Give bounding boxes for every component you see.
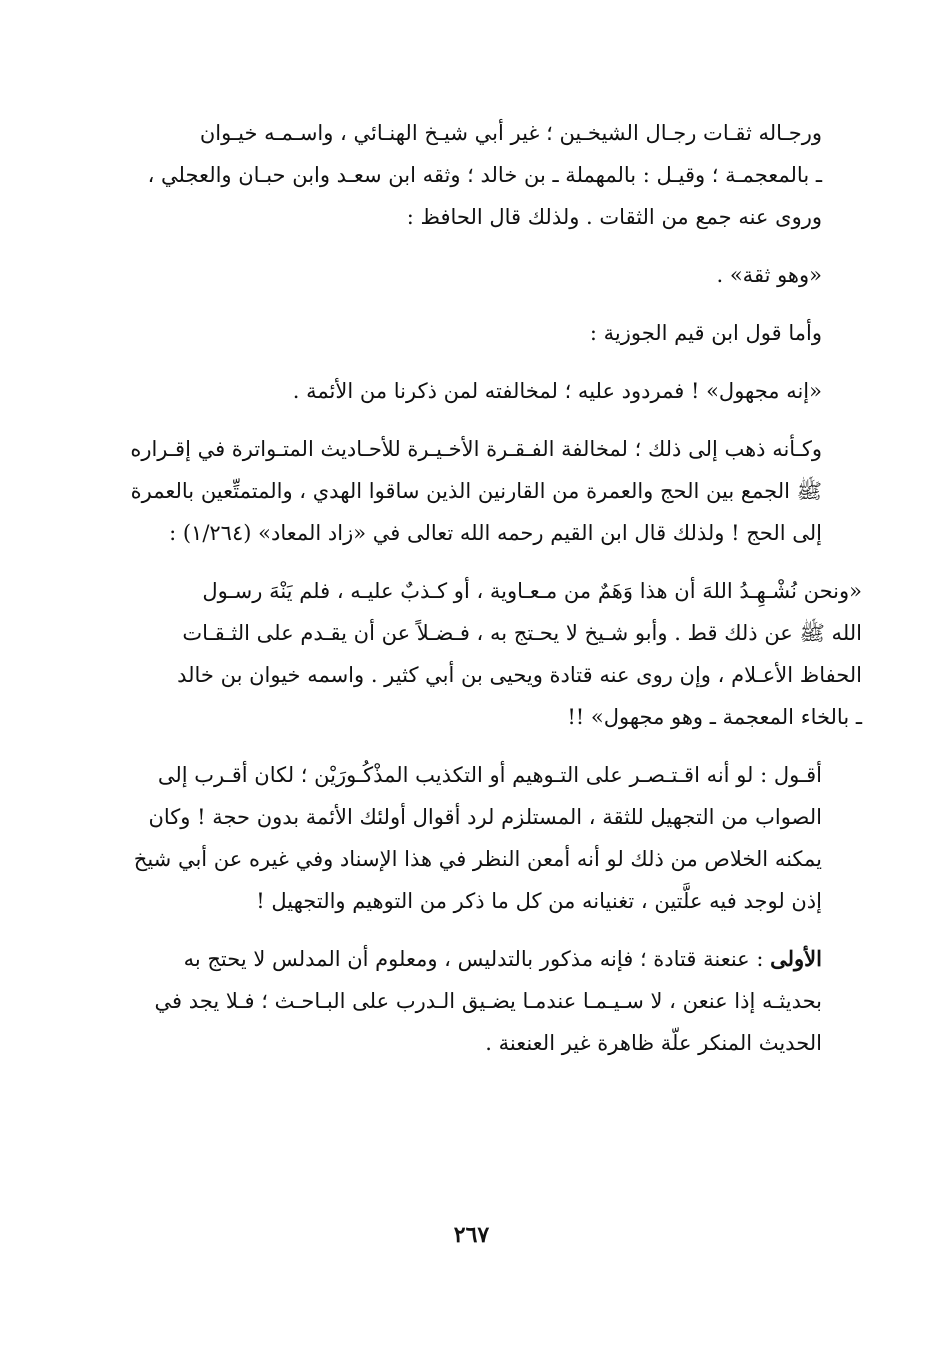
text-line: أقـول : لو أنه اقـتـصـر على التـوهيم أو التكذيب المذْكُـورَيْن ؛ لكان أقـرب إلى xyxy=(157,763,822,787)
page-number: ٢٦٧ xyxy=(453,1222,490,1248)
paragraph-1 xyxy=(82,112,862,238)
text-line: ورجـاله ثقـات رجـال الشيخـين ؛ غير أبي شيـخ الهنـائي ، واسـمـه خيـوان xyxy=(199,121,822,145)
text-line: «إنه مجهول» ! فمردود عليه ؛ لمخالفته لمن ذكرنا من الأئمة . xyxy=(292,379,822,403)
lead-word: الأولى xyxy=(770,946,822,971)
text-line: إلى الحج ! ولذلك قال ابن القيم رحمه الله تعالى في «زاد المعاد» (١/٢٦٤) : xyxy=(169,521,822,545)
page-body xyxy=(82,112,862,1080)
text-line: الصواب من التجهيل للثقة ، المستلزم لرد أقوال أولئك الأئمة بدون حجة ! وكان xyxy=(148,805,822,829)
text-line: وكـأنه ذهب إلى ذلك ؛ لمخالفة الفـقـرة الأخـيـرة للأحـاديث المتـواترة في إقـراره xyxy=(130,437,822,461)
text-line: ـ بالخاء المعجمة ـ وهو مجهول» !! xyxy=(567,705,862,729)
text-line: «ونحن نُشْـهِـدُ اللهَ أن هذا وَهَمٌ من مـعـاوية ، أو كـذبٌ عليـه ، فلم يَنْهَ رسـول xyxy=(202,579,862,603)
paragraph-6 xyxy=(82,570,862,738)
paragraph-2 xyxy=(82,254,862,296)
paragraph-5 xyxy=(82,428,862,554)
text-line-with-lead xyxy=(82,938,862,980)
paragraph-4 xyxy=(82,370,862,412)
text-line: ـ بالمعجمـة ؛ وقيـل : بالمهملة ـ بن خالد ؛ وثقه ابن سعـد وابن حبـان والعجلي ، xyxy=(147,163,822,187)
paragraph-7 xyxy=(82,754,862,922)
paragraph-8 xyxy=(82,938,862,1064)
text-line: «وهو ثقة» . xyxy=(716,263,822,287)
text-line: الحديث المنكر علّة ظاهرة غير العنعنة . xyxy=(485,1031,822,1055)
text-run: : عنعنة قتادة ؛ فإنه مذكور بالتدليس ، ومعلوم أن المدلس لا يحتج به xyxy=(183,947,771,971)
text-line: يمكنه الخلاص من ذلك لو أنه أمعن النظر في هذا الإسناد وفي غيره عن أبي شيخ xyxy=(133,847,822,871)
text-line: إذن لوجد فيه علَّتين ، تغنيانه من كل ما ذكر من التوهيم والتجهيل ! xyxy=(256,889,822,913)
text-line: بحديثـه إذا عنعن ، لا سـيـمـا عندمـا يضـيق الـدرب على البـاحـث ؛ فـلا يجد في xyxy=(154,989,822,1013)
text-line: وروى عنه جمع من الثقات . ولذلك قال الحافظ : xyxy=(406,205,822,229)
text-line: الحفاظ الأعـلام ، وإن روى عنه قتادة ويحيى بن أبي كثير . واسمه خيوان بن خالد xyxy=(177,663,862,687)
text-line: ﷺ الجمع بين الحج والعمرة من القارنين الذين ساقوا الهدي ، والمتمتِّعين بالعمرة xyxy=(130,479,822,503)
paragraph-3 xyxy=(82,312,862,354)
text-line: وأما قول ابن قيم الجوزية : xyxy=(589,321,822,345)
text-line: الله ﷺ عن ذلك قط . وأبو شـيخ لا يحـتج به ، فـضـلاً عن أن يقـدم على الثـقـات xyxy=(182,621,862,645)
